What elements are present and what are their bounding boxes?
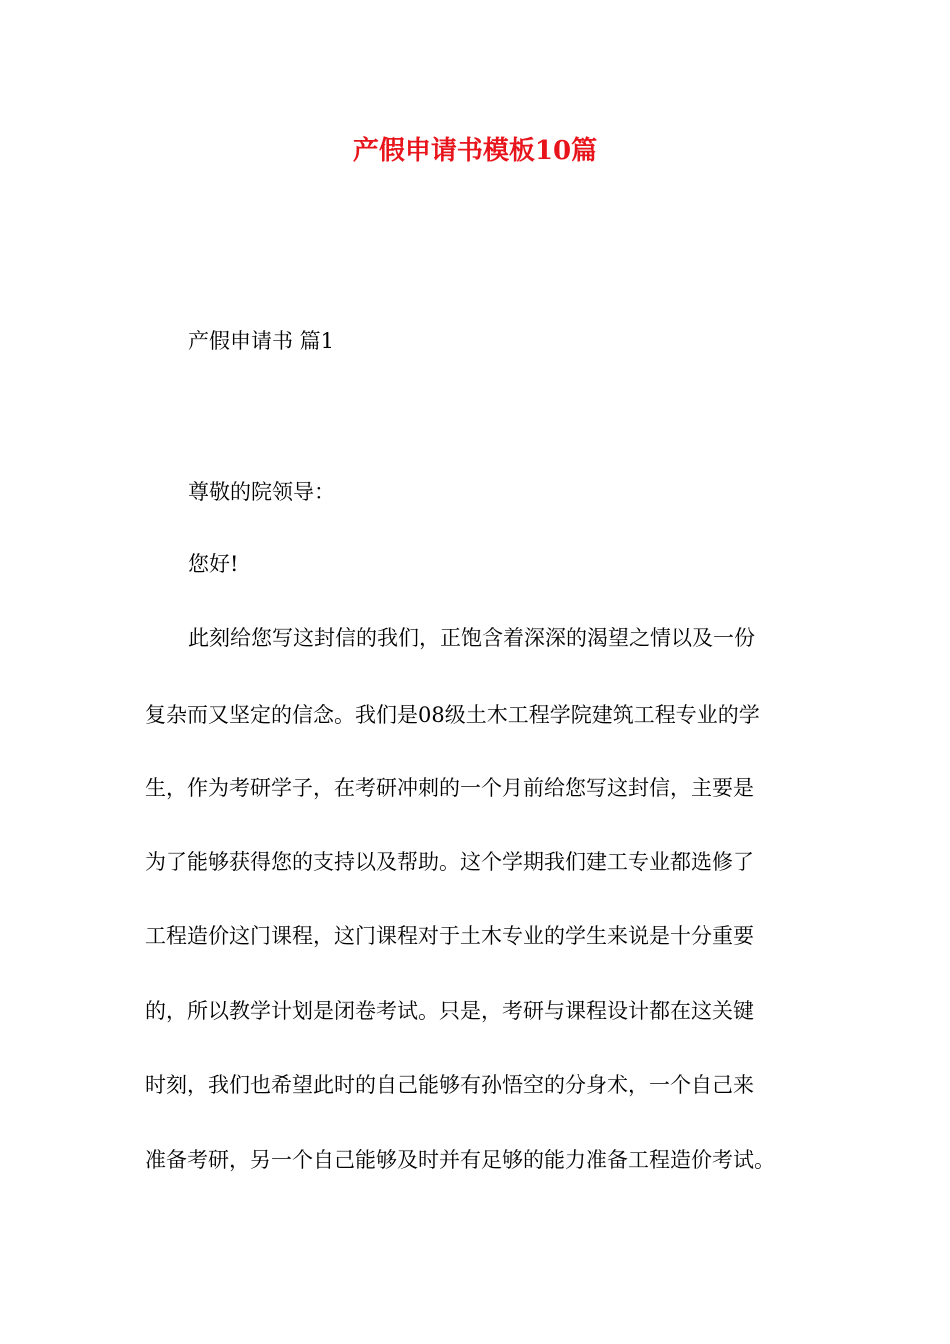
salutation: 尊敬的院领导： — [188, 480, 335, 504]
paragraph-line: 此刻给您写这封信的我们，正饱含着深深的渴望之情以及一份 — [188, 626, 755, 650]
document-title: 产假申请书模板10篇 — [352, 136, 598, 166]
paragraph-line: 的，所以教学计划是闭卷考试。只是，考研与课程设计都在这关键 — [145, 999, 754, 1023]
paragraph-line: 准备考研，另一个自己能够及时并有足够的能力准备工程造价考试。 — [145, 1148, 775, 1172]
paragraph-line: 工程造价这门课程，这门课程对于土木专业的学生来说是十分重要 — [145, 924, 754, 948]
paragraph-line: 时刻，我们也希望此时的自己能够有孙悟空的分身术，一个自己来 — [145, 1073, 754, 1097]
section-heading: 产假申请书 篇1 — [188, 329, 335, 353]
paragraph-line: 生，作为考研学子，在考研冲刺的一个月前给您写这封信，主要是 — [145, 776, 754, 800]
paragraph-line: 复杂而又坚定的信念。我们是08级土木工程学院建筑工程专业的学 — [145, 703, 760, 727]
greeting: 您好! — [188, 552, 239, 576]
paragraph-line: 为了能够获得您的支持以及帮助。这个学期我们建工专业都选修了 — [145, 850, 754, 874]
